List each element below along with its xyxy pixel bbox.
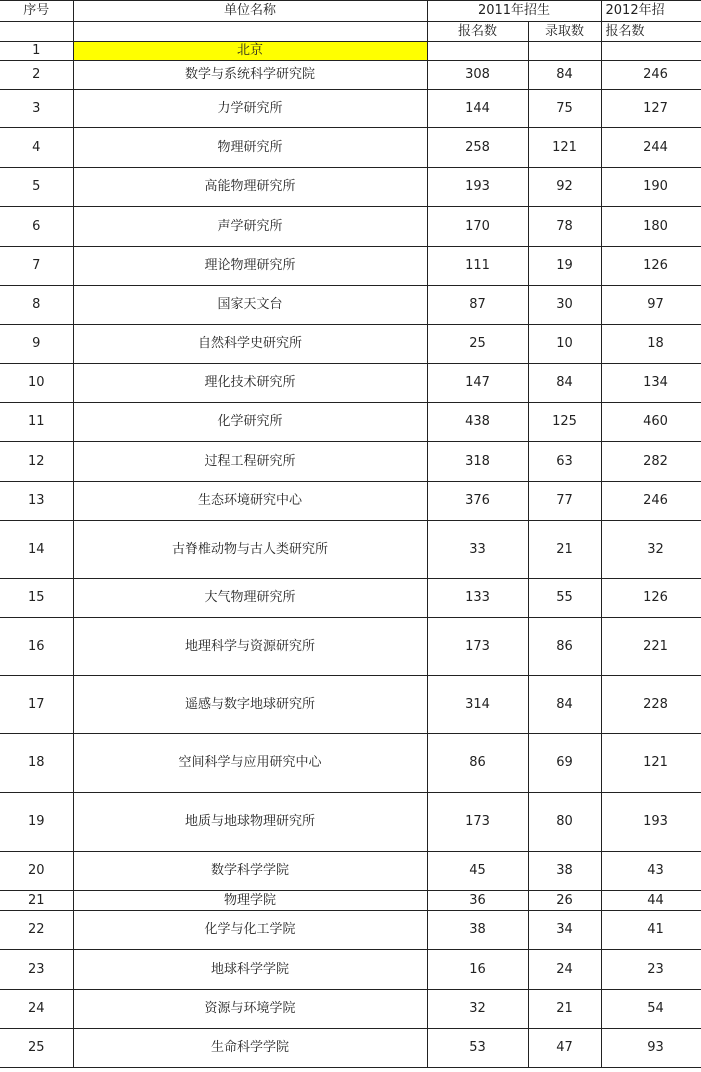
row-index: 25: [0, 1029, 73, 1068]
admitted-2011: 10: [528, 325, 601, 364]
table-row: [0, 950, 701, 990]
admitted-2011: 86: [528, 618, 601, 676]
header-year-2011: 2011年招生: [427, 1, 601, 22]
admitted-2011: 24: [528, 950, 601, 990]
row-index: 10: [0, 364, 73, 403]
unit-name: 地球科学学院: [73, 950, 427, 990]
row-index: 13: [0, 482, 73, 521]
unit-name: 力学研究所: [73, 90, 427, 128]
unit-name: 化学研究所: [73, 403, 427, 442]
table-row: [0, 364, 701, 403]
unit-name: 自然科学史研究所: [73, 325, 427, 364]
table-row: [0, 618, 701, 676]
table-row: [0, 128, 701, 168]
unit-name: 物理研究所: [73, 128, 427, 168]
table-row: [0, 521, 701, 579]
header-row-1: [0, 1, 701, 22]
unit-name: 国家天文台: [73, 286, 427, 325]
admitted-2011: 38: [528, 852, 601, 891]
admitted-2011: 84: [528, 364, 601, 403]
table-row: [0, 579, 701, 618]
admitted-2011: 21: [528, 521, 601, 579]
region-index: 1: [0, 42, 73, 61]
table-row: [0, 207, 701, 247]
admitted-2011: 19: [528, 247, 601, 286]
admitted-2011: 21: [528, 990, 601, 1029]
row-index: 5: [0, 168, 73, 207]
table-row: [0, 168, 701, 207]
row-index: 18: [0, 734, 73, 793]
applicants-2012: 127: [601, 90, 701, 128]
row-index: 3: [0, 90, 73, 128]
applicants-2011: 173: [427, 793, 528, 852]
header-year-2012: 2012年招: [601, 1, 701, 22]
applicants-2011: 314: [427, 676, 528, 734]
admitted-2011: 55: [528, 579, 601, 618]
region-empty-cell: [528, 42, 601, 61]
region-empty-cell: [427, 42, 528, 61]
admitted-2011: 121: [528, 128, 601, 168]
applicants-2011: 16: [427, 950, 528, 990]
applicants-2012: 460: [601, 403, 701, 442]
applicants-2011: 38: [427, 911, 528, 950]
applicants-2011: 318: [427, 442, 528, 482]
row-index: 12: [0, 442, 73, 482]
row-index: 2: [0, 61, 73, 90]
unit-name: 理化技术研究所: [73, 364, 427, 403]
region-empty-cell: [601, 42, 701, 61]
applicants-2012: 244: [601, 128, 701, 168]
unit-name: 生态环境研究中心: [73, 482, 427, 521]
unit-name: 古脊椎动物与古人类研究所: [73, 521, 427, 579]
table-row: [0, 90, 701, 128]
unit-name: 高能物理研究所: [73, 168, 427, 207]
row-index: 16: [0, 618, 73, 676]
admitted-2011: 77: [528, 482, 601, 521]
row-index: 22: [0, 911, 73, 950]
applicants-2011: 86: [427, 734, 528, 793]
unit-name: 大气物理研究所: [73, 579, 427, 618]
unit-name: 数学科学学院: [73, 852, 427, 891]
unit-name: 资源与环境学院: [73, 990, 427, 1029]
row-index: 17: [0, 676, 73, 734]
region-row: [0, 42, 701, 61]
applicants-2012: 54: [601, 990, 701, 1029]
applicants-2012: 228: [601, 676, 701, 734]
admitted-2011: 80: [528, 793, 601, 852]
applicants-2011: 45: [427, 852, 528, 891]
admitted-2011: 63: [528, 442, 601, 482]
applicants-2011: 32: [427, 990, 528, 1029]
unit-name: 声学研究所: [73, 207, 427, 247]
applicants-2011: 258: [427, 128, 528, 168]
admitted-2011: 125: [528, 403, 601, 442]
applicants-2012: 126: [601, 579, 701, 618]
header-unit-name: 单位名称: [73, 1, 427, 22]
row-index: 7: [0, 247, 73, 286]
region-name: 北京: [73, 42, 427, 61]
row-index: 24: [0, 990, 73, 1029]
applicants-2012: 44: [601, 891, 701, 911]
unit-name: 理论物理研究所: [73, 247, 427, 286]
applicants-2011: 376: [427, 482, 528, 521]
unit-name: 过程工程研究所: [73, 442, 427, 482]
row-index: 15: [0, 579, 73, 618]
table-row: [0, 852, 701, 891]
table-row: [0, 61, 701, 90]
unit-name: 物理学院: [73, 891, 427, 911]
applicants-2012: 121: [601, 734, 701, 793]
row-index: 19: [0, 793, 73, 852]
applicants-2012: 180: [601, 207, 701, 247]
admitted-2011: 78: [528, 207, 601, 247]
applicants-2011: 87: [427, 286, 528, 325]
applicants-2011: 173: [427, 618, 528, 676]
applicants-2012: 190: [601, 168, 701, 207]
row-index: 8: [0, 286, 73, 325]
admitted-2011: 92: [528, 168, 601, 207]
header-index: 序号: [0, 1, 73, 22]
admitted-2011: 34: [528, 911, 601, 950]
applicants-2012: 126: [601, 247, 701, 286]
admitted-2011: 30: [528, 286, 601, 325]
table-row: [0, 891, 701, 911]
applicants-2012: 18: [601, 325, 701, 364]
unit-name: 生命科学学院: [73, 1029, 427, 1068]
admitted-2011: 84: [528, 61, 601, 90]
applicants-2011: 193: [427, 168, 528, 207]
row-index: 21: [0, 891, 73, 911]
table-row: [0, 247, 701, 286]
applicants-2011: 133: [427, 579, 528, 618]
header-unit-blank: [73, 22, 427, 42]
applicants-2011: 147: [427, 364, 528, 403]
admitted-2011: 75: [528, 90, 601, 128]
applicants-2011: 33: [427, 521, 528, 579]
table-row: [0, 734, 701, 793]
row-index: 9: [0, 325, 73, 364]
applicants-2012: 97: [601, 286, 701, 325]
admitted-2011: 69: [528, 734, 601, 793]
row-index: 20: [0, 852, 73, 891]
applicants-2012: 32: [601, 521, 701, 579]
row-index: 23: [0, 950, 73, 990]
table-row: [0, 442, 701, 482]
unit-name: 地质与地球物理研究所: [73, 793, 427, 852]
table-row: [0, 482, 701, 521]
applicants-2012: 41: [601, 911, 701, 950]
header-admitted-2011: 录取数: [528, 22, 601, 42]
table-row: [0, 990, 701, 1029]
applicants-2012: 246: [601, 61, 701, 90]
applicants-2011: 25: [427, 325, 528, 364]
applicants-2012: 134: [601, 364, 701, 403]
applicants-2011: 36: [427, 891, 528, 911]
table-row: [0, 676, 701, 734]
admitted-2011: 84: [528, 676, 601, 734]
table-row: [0, 403, 701, 442]
applicants-2011: 144: [427, 90, 528, 128]
row-index: 14: [0, 521, 73, 579]
header-applicants-2011: 报名数: [427, 22, 528, 42]
applicants-2011: 53: [427, 1029, 528, 1068]
applicants-2012: 43: [601, 852, 701, 891]
table-row: [0, 911, 701, 950]
row-index: 11: [0, 403, 73, 442]
table-row: [0, 1029, 701, 1068]
unit-name: 遥感与数字地球研究所: [73, 676, 427, 734]
applicants-2011: 308: [427, 61, 528, 90]
unit-name: 地理科学与资源研究所: [73, 618, 427, 676]
applicants-2012: 193: [601, 793, 701, 852]
row-index: 4: [0, 128, 73, 168]
applicants-2012: 23: [601, 950, 701, 990]
applicants-2011: 170: [427, 207, 528, 247]
admitted-2011: 47: [528, 1029, 601, 1068]
applicants-2012: 246: [601, 482, 701, 521]
applicants-2012: 221: [601, 618, 701, 676]
applicants-2012: 93: [601, 1029, 701, 1068]
applicants-2011: 438: [427, 403, 528, 442]
applicants-2011: 111: [427, 247, 528, 286]
header-index-blank: [0, 22, 73, 42]
unit-name: 化学与化工学院: [73, 911, 427, 950]
applicants-2012: 282: [601, 442, 701, 482]
unit-name: 数学与系统科学研究院: [73, 61, 427, 90]
admitted-2011: 26: [528, 891, 601, 911]
table-row: [0, 793, 701, 852]
header-row-2: [0, 22, 701, 42]
table-row: [0, 286, 701, 325]
header-applicants-2012: 报名数: [601, 22, 701, 42]
table-row: [0, 325, 701, 364]
unit-name: 空间科学与应用研究中心: [73, 734, 427, 793]
row-index: 6: [0, 207, 73, 247]
